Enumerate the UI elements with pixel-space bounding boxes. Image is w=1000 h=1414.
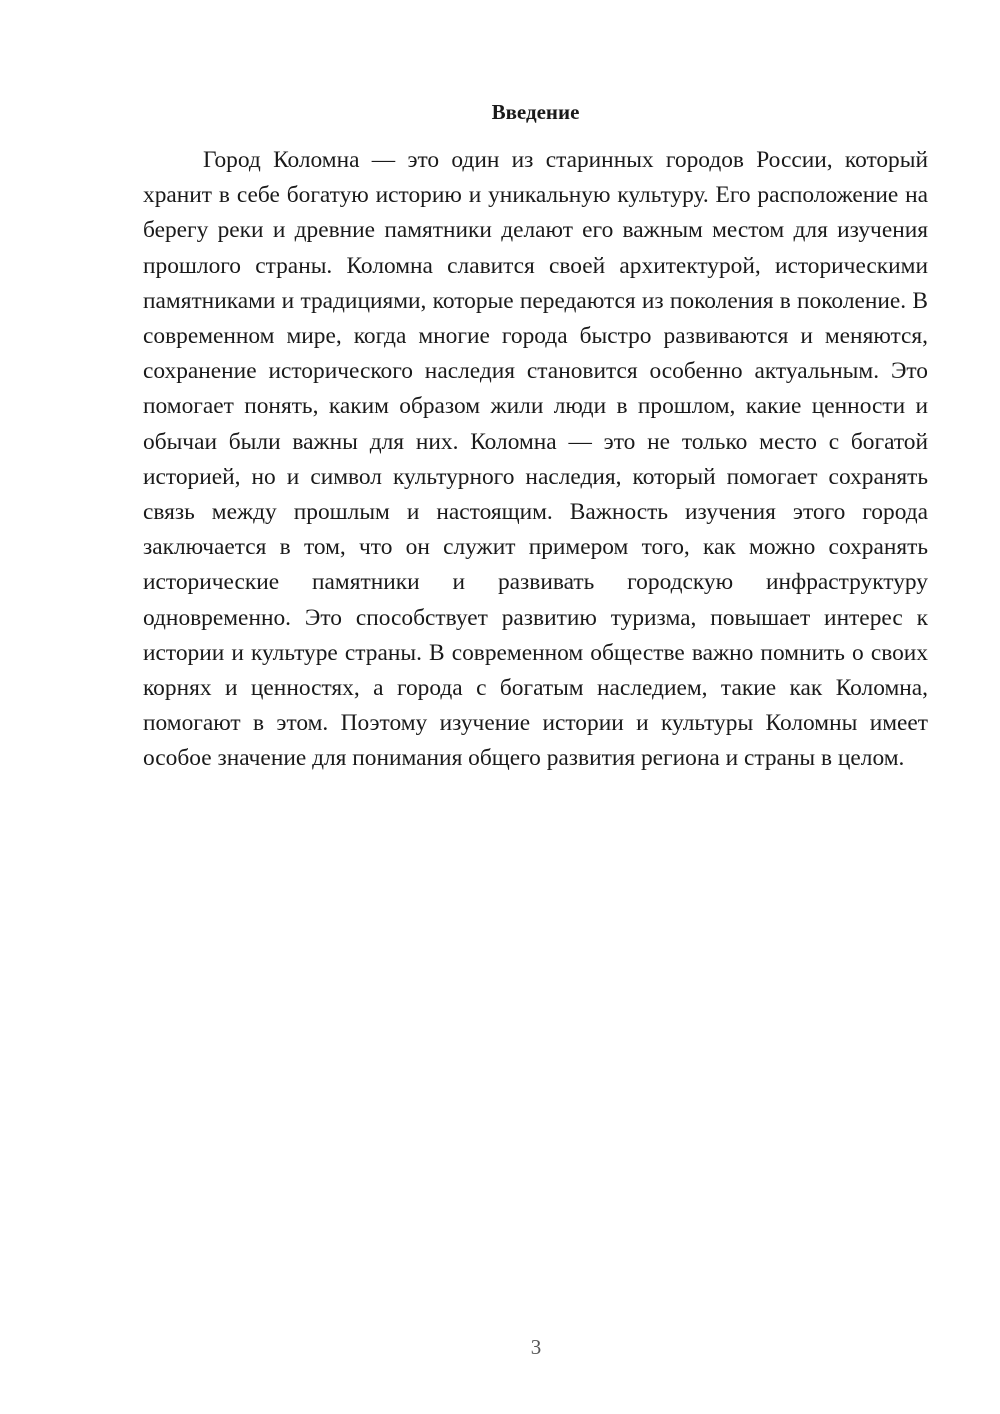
section-heading: Введение [491, 100, 580, 124]
introduction-paragraph: Город Коломна — это один из старинных городов России, который хранит в себе богатую историю и уникальную культуру. Его расположение на берегу реки и древние памятники делают его важным местом для изучения прошлого страны. Коломна славится своей архитектурой, историческими памятниками и традициями, которые передаются из поколения в поколение. В современном мире, когда многие города быстро развиваются и меняются, сохранение исторического наследия становится особенно актуальным. Это помогает понять, каким образом жили люди в прошлом, какие ценности и обычаи были важны для них. Коломна — это не только место с богатой историей, но и символ культурного наследия, который помогает сохранять связь между прошлым и настоящим. Важность изучения этого города заключается в том, что он служит примером того, как можно сохранять исторические памятники и развивать городскую инфраструктуру одновременно. Это способствует развитию туризма, повышает интерес к истории и культуре страны. В современном обществе важно помнить о своих корнях и ценностях, а города с богатым наследием, такие как Коломна, помогают в этом. Поэтому изучение истории и культуры Коломны имеет особое значение для понимания общего развития региона и страны в целом. [143, 147, 928, 772]
page-number: 3 [530, 1335, 542, 1359]
